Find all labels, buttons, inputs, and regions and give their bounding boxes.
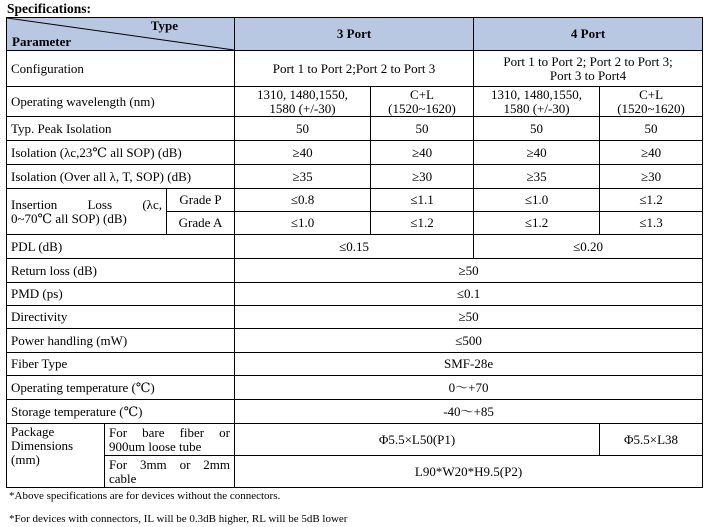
- header-3-port: 3 Port: [235, 18, 474, 51]
- package-dimensions-label: [7, 424, 105, 488]
- value-cell: ≤1.2: [371, 212, 474, 235]
- isolation-23c-row: [7, 141, 703, 165]
- wavelength-line: C+L: [410, 86, 434, 102]
- value-cell: ≤1.2: [474, 212, 600, 235]
- config-4-port: [474, 51, 703, 87]
- grade-a-label: Grade A: [167, 212, 235, 235]
- value-cell: ≤1.0: [474, 189, 600, 212]
- bare-fiber-label: [105, 424, 235, 456]
- section-title: Specifications:: [7, 1, 91, 16]
- value-cell: ≥30: [600, 165, 703, 189]
- return-loss-row: [7, 259, 703, 283]
- value-cell: ≥40: [235, 141, 371, 165]
- row-label: Power handling (mW): [7, 329, 235, 353]
- wavelength-cell: [474, 87, 600, 117]
- pmd-row: [7, 283, 703, 306]
- value-cell: ≤0.1: [235, 283, 703, 306]
- wavelength-line: 1310, 1480,1550,: [257, 86, 349, 102]
- wavelength-line: 1580 (+/-30): [503, 100, 570, 116]
- row-label: Isolation (Over all λ, T, SOP) (dB): [7, 165, 235, 189]
- value-cell: 0～+70: [235, 376, 703, 400]
- config-3-port: Port 1 to Port 2;Port 2 to Port 3: [235, 51, 474, 87]
- insertion-loss-label-line: 0~70℃ all SOP) (dB): [11, 210, 127, 226]
- storage-temperature-row: [7, 400, 703, 424]
- value-cell: ≤1.3: [600, 212, 703, 235]
- package-label-line: (mm): [11, 452, 40, 467]
- pdl-4-port: ≤0.20: [474, 235, 703, 259]
- row-label: Fiber Type: [7, 353, 235, 376]
- value-cell: ≥40: [474, 141, 600, 165]
- value-cell: ≤1.2: [600, 189, 703, 212]
- row-label: Operating temperature (℃): [7, 376, 235, 400]
- wavelength-line: (1520~1620): [388, 100, 456, 116]
- bare-fiber-label-line: For bare fiber or: [109, 424, 231, 440]
- insertion-loss-grade-p-row: [7, 189, 703, 212]
- header-4-port: 4 Port: [474, 18, 703, 51]
- cable-label-line: cable: [109, 470, 137, 486]
- wavelength-cell: [600, 87, 703, 117]
- operating-temperature-row: [7, 376, 703, 400]
- wavelength-cell: [371, 87, 474, 117]
- directivity-row: [7, 306, 703, 329]
- specifications-table: [6, 17, 703, 488]
- grade-p-label: Grade P: [167, 189, 235, 212]
- bare-fiber-label-line: 900um loose tube: [109, 438, 202, 454]
- value-cell: ≥50: [235, 306, 703, 329]
- value-cell: ≥35: [235, 165, 371, 189]
- bare-fiber-4-port-a: Φ5.5×L38: [600, 424, 703, 456]
- wavelength-line: C+L: [639, 86, 664, 102]
- insertion-loss-label: [7, 189, 167, 235]
- configuration-row: [7, 51, 703, 87]
- row-label: PDL (dB): [7, 235, 235, 259]
- config-4-port-line2: Port 3 to Port4: [549, 67, 627, 83]
- value-cell: ≤1.1: [371, 189, 474, 212]
- row-label: Storage temperature (℃): [7, 400, 235, 424]
- value-cell: 50: [600, 117, 703, 141]
- cable-label: [105, 456, 235, 488]
- value-cell: ≥40: [600, 141, 703, 165]
- power-handling-row: [7, 329, 703, 353]
- value-cell: ≥40: [371, 141, 474, 165]
- row-label: Isolation (λc,23℃ all SOP) (dB): [7, 141, 235, 165]
- package-bare-fiber-row: [7, 424, 703, 456]
- type-parameter-header: [7, 18, 235, 51]
- package-label-line: Package: [11, 424, 55, 439]
- footnote: *Above specifications are for devices without the connectors.: [9, 490, 281, 502]
- value-cell: 50: [235, 117, 371, 141]
- value-cell: 50: [474, 117, 600, 141]
- row-label: Typ. Peak Isolation: [7, 117, 235, 141]
- footnote: *For devices with connectors, IL will be 0.3dB higher, RL will be 5dB lower: [9, 513, 348, 525]
- wavelength-row: [7, 87, 703, 117]
- value-cell: ≥50: [235, 259, 703, 283]
- value-cell: SMF-28e: [235, 353, 703, 376]
- peak-isolation-row: [7, 117, 703, 141]
- value-cell: ≤1.0: [235, 212, 371, 235]
- row-label: PMD (ps): [7, 283, 235, 306]
- wavelength-cell: [235, 87, 371, 117]
- value-cell: ≤500: [235, 329, 703, 353]
- header-row: [7, 18, 703, 51]
- isolation-all-row: [7, 165, 703, 189]
- config-4-port-line1: Port 1 to Port 2; Port 2 to Port 3;: [503, 53, 673, 69]
- wavelength-line: 1580 (+/-30): [269, 100, 336, 116]
- type-header-label: Type: [150, 18, 179, 33]
- value-cell: 50: [371, 117, 474, 141]
- wavelength-line: (1520~1620): [617, 100, 685, 116]
- fiber-type-row: [7, 353, 703, 376]
- pdl-row: [7, 235, 703, 259]
- row-label: Return loss (dB): [7, 259, 235, 283]
- value-cell: -40～+85: [235, 400, 703, 424]
- package-label-line: Dimensions: [11, 438, 74, 453]
- package-cable-row: [7, 456, 703, 488]
- row-label: Operating wavelength (nm): [7, 87, 235, 117]
- cable-dimensions: L90*W20*H9.5(P2): [235, 456, 703, 488]
- row-label: Configuration: [7, 51, 235, 87]
- bare-fiber-3-port: Φ5.5×L50(P1): [235, 424, 600, 456]
- value-cell: ≥35: [474, 165, 600, 189]
- value-cell: ≤0.8: [235, 189, 371, 212]
- insertion-loss-label-line: Insertion Loss (λc,: [11, 196, 162, 212]
- cable-label-line: For 3mm or 2mm: [109, 456, 231, 472]
- wavelength-line: 1310, 1480,1550,: [491, 86, 583, 102]
- parameter-header-label: Parameter: [12, 34, 72, 49]
- pdl-3-port: ≤0.15: [235, 235, 474, 259]
- row-label: Directivity: [7, 306, 235, 329]
- value-cell: ≥30: [371, 165, 474, 189]
